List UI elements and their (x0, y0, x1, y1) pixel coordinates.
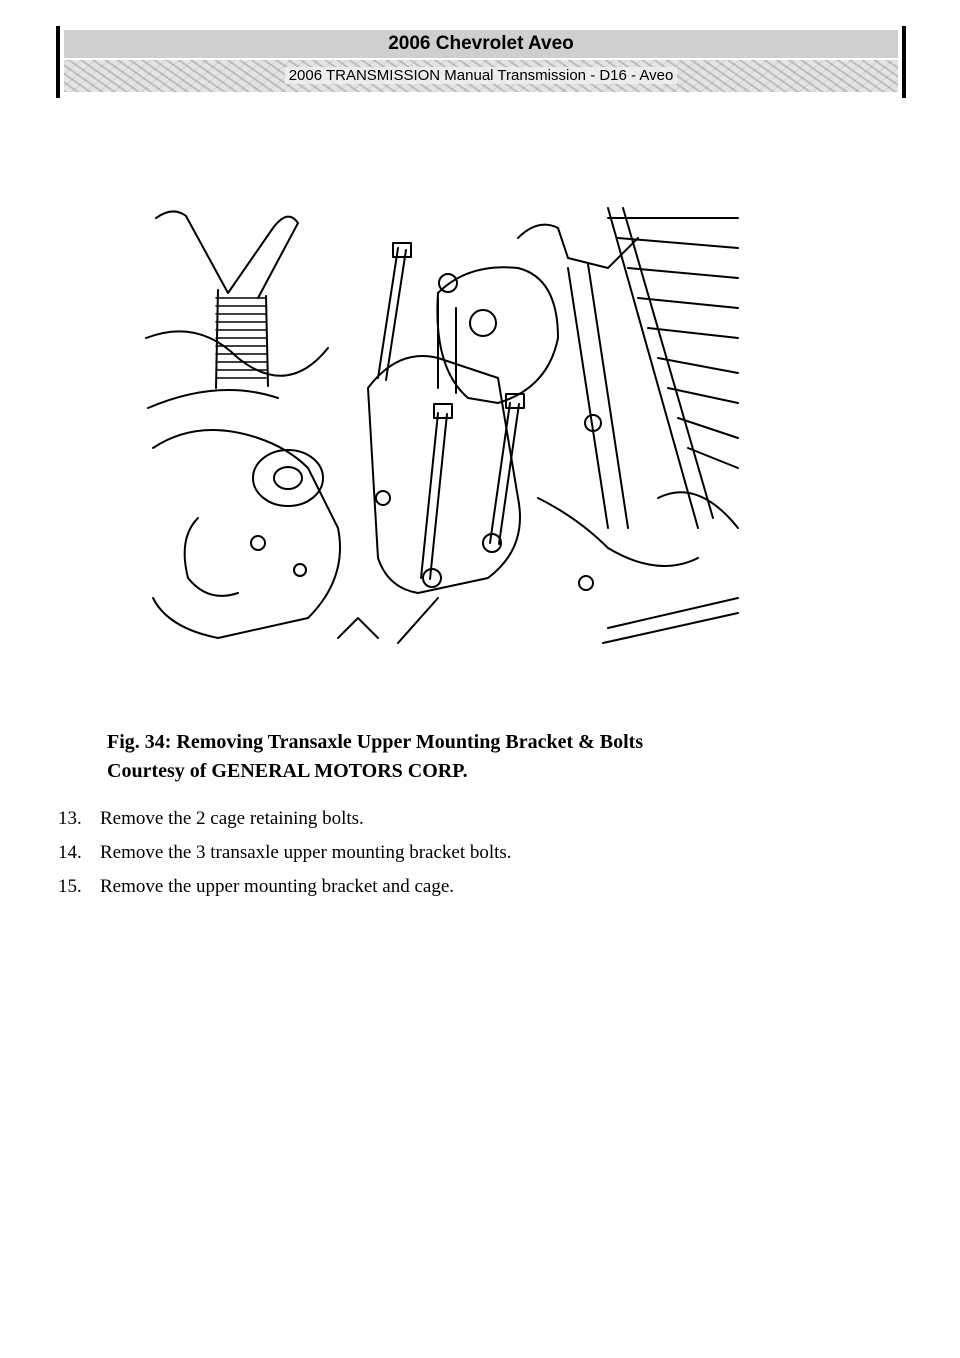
list-item (58, 870, 858, 904)
step-number: 15. (58, 876, 82, 897)
step-number: 14. (58, 842, 82, 863)
header-left-rule (56, 26, 60, 98)
document-subtitle-text: 2006 TRANSMISSION Manual Transmission - D16 - Aveo (285, 67, 678, 84)
header-right-rule (902, 26, 906, 98)
document-title: 2006 Chevrolet Aveo (64, 30, 898, 58)
list-item (58, 802, 858, 836)
step-text: Remove the 3 transaxle upper mounting bracket bolts. (100, 842, 512, 863)
caption-credit: Courtesy of GENERAL MOTORS CORP. (107, 760, 468, 782)
transaxle-mount-illustration (138, 198, 758, 658)
page-header (56, 26, 906, 94)
procedure-steps (58, 802, 858, 904)
document-subtitle (64, 60, 898, 92)
step-number: 13. (58, 808, 82, 829)
caption-title: Fig. 34: Removing Transaxle Upper Mounting Bracket & Bolts (107, 731, 644, 753)
figure-caption (107, 728, 807, 786)
step-text: Remove the 2 cage retaining bolts. (100, 808, 364, 829)
step-text: Remove the upper mounting bracket and cage. (100, 876, 455, 897)
list-item (58, 836, 858, 870)
